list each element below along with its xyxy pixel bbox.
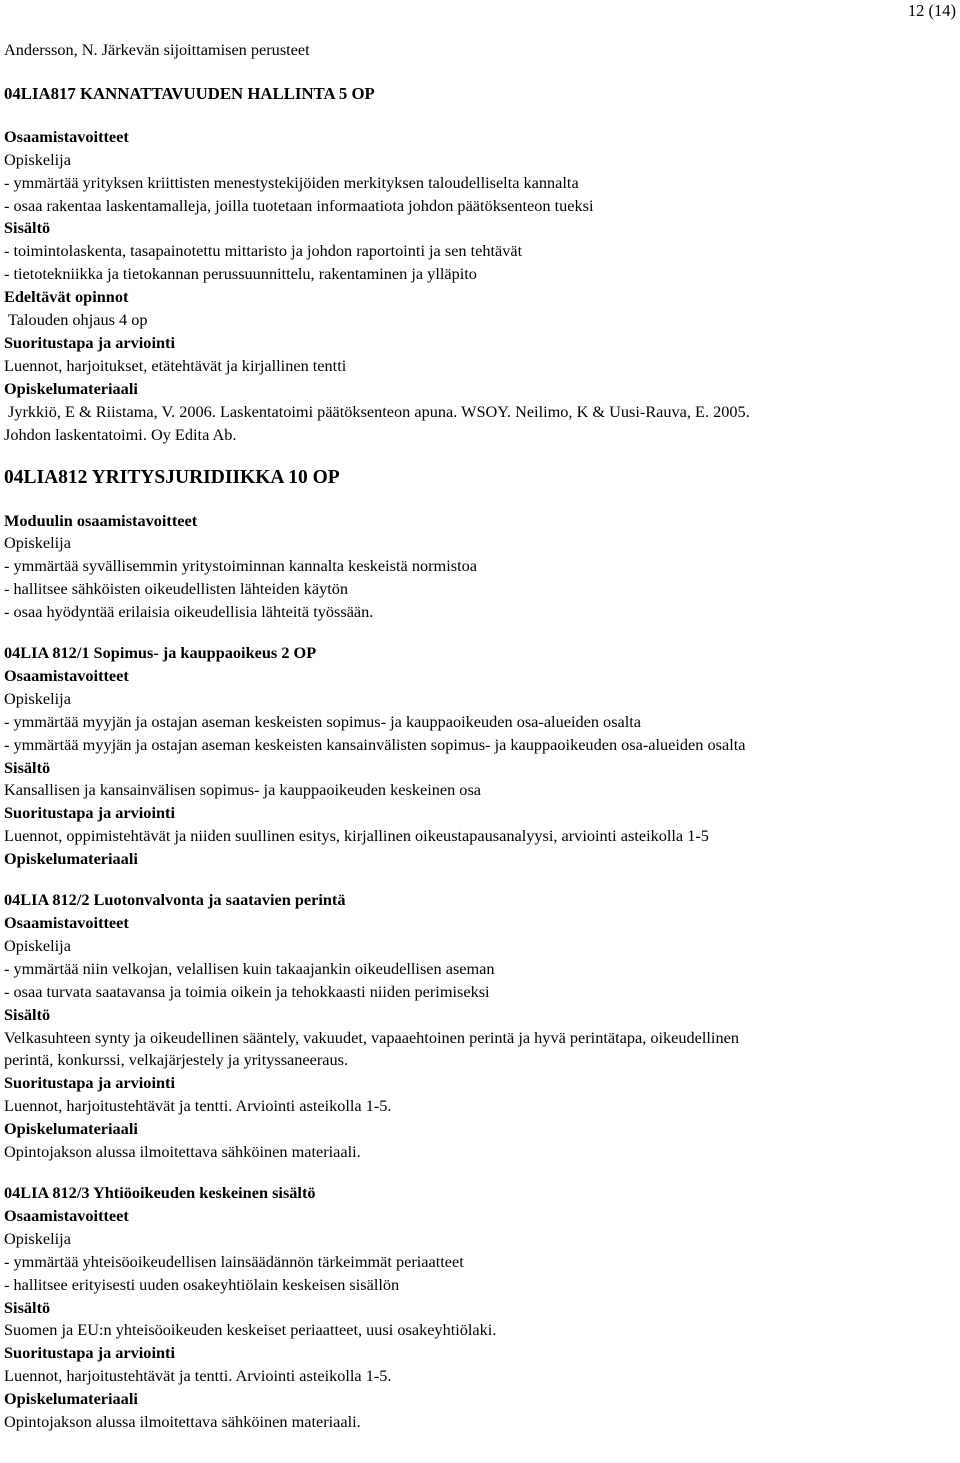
assessment-text: Luennot, harjoitustehtävät ja tentti. Arviointi asteikolla 1-5. (4, 1366, 392, 1386)
goal-item: - ymmärtää syvällisemmin yritystoiminnan kannalta keskeistä normistoa (4, 556, 477, 576)
goal-item: - ymmärtää yrityksen kriittisten menestystekijöiden merkityksen taloudelliselta kannalta (4, 172, 579, 192)
section-04lia812 (4, 466, 954, 625)
goal-item: - osaa rakentaa laskentamalleja, joilla tuotetaan informaatiota johdon päätöksenteon tueksi (4, 195, 594, 215)
section-04lia-812-3 (4, 1182, 954, 1434)
goal-item: - ymmärtää yhteisöoikeudellisen lainsäädännön tärkeimmät periaatteet (4, 1251, 464, 1271)
document-body (4, 39, 954, 1434)
label-opiskelija: Opiskelija (4, 688, 71, 708)
material-text: Opintojakson alussa ilmoitettava sähköinen materiaali. (4, 1142, 361, 1162)
course-title-812-3: 04LIA 812/3 Yhtiöoikeuden keskeinen sisältö (4, 1182, 316, 1202)
heading-osaamistavoitteet: Osaamistavoitteet (4, 1205, 129, 1225)
section-04lia817 (4, 126, 954, 447)
content-item: - tietotekniikka ja tietokannan perussuunnittelu, rakentaminen ja ylläpito (4, 264, 477, 284)
heading-suoritustapa: Suoritustapa ja arviointi (4, 1343, 175, 1363)
heading-sisalto: Sisältö (4, 757, 51, 777)
goal-item: - hallitsee sähköisten oikeudellisten lähteiden käytön (4, 579, 349, 599)
goal-item: - ymmärtää myyjän ja ostajan aseman keskeisten kansainvälisten sopimus- ja kauppaoikeuden osa-alueiden osalta (4, 734, 746, 754)
author-line: Andersson, N. Järkevän sijoittamisen perusteet (4, 40, 310, 59)
goal-item: - hallitsee erityisesti uuden osakeyhtiölain keskeisen sisällön (4, 1274, 400, 1294)
assessment-text: Luennot, harjoitustehtävät ja tentti. Arviointi asteikolla 1-5. (4, 1096, 392, 1116)
heading-opiskelumateriaali: Opiskelumateriaali (4, 1389, 138, 1409)
section-04lia-812-1 (4, 642, 954, 871)
heading-edeltavat-opinnot: Edeltävät opinnot (4, 287, 129, 307)
section-04lia-812-2 (4, 889, 954, 1164)
course-title-812-2: 04LIA 812/2 Luotonvalvonta ja saatavien perintä (4, 890, 346, 910)
heading-osaamistavoitteet: Osaamistavoitteet (4, 665, 129, 685)
heading-osaamistavoitteet: Osaamistavoitteet (4, 126, 129, 146)
goal-item: - osaa hyödyntää erilaisia oikeudellisia lähteitä työssään. (4, 602, 374, 622)
label-opiskelija: Opiskelija (4, 1228, 71, 1248)
course-title-04lia817: 04LIA817 KANNATTAVUUDEN HALLINTA 5 OP (4, 83, 375, 103)
page-number: 12 (14) (907, 1, 956, 20)
goal-item: - ymmärtää niin velkojan, velallisen kuin takaajankin oikeudellisen aseman (4, 958, 495, 978)
heading-suoritustapa: Suoritustapa ja arviointi (4, 803, 175, 823)
heading-sisalto: Sisältö (4, 1297, 51, 1317)
heading-sisalto: Sisältö (4, 218, 51, 238)
assessment-text: Luennot, harjoitukset, etätehtävät ja kirjallinen tentti (4, 355, 347, 375)
material-text: Opintojakson alussa ilmoitettava sähköinen materiaali. (4, 1412, 361, 1432)
material-text: Johdon laskentatoimi. Oy Edita Ab. (4, 424, 237, 444)
content-text: Suomen ja EU:n yhteisöoikeuden keskeiset periaatteet, uusi osakeyhtiölaki. (4, 1320, 497, 1340)
course-title-812-1: 04LIA 812/1 Sopimus- ja kauppaoikeus 2 OP (4, 643, 317, 663)
content-item: - toimintolaskenta, tasapainotettu mittaristo ja johdon raportointi ja sen tehtävät (4, 241, 523, 261)
label-opiskelija: Opiskelija (4, 149, 71, 169)
label-opiskelija: Opiskelija (4, 533, 71, 553)
content-text: perintä, konkurssi, velkajärjestely ja yrityssaneeraus. (4, 1050, 349, 1070)
heading-moduulin-osaamistavoitteet: Moduulin osaamistavoitteet (4, 510, 198, 530)
prerequisite-text: Talouden ohjaus 4 op (8, 310, 148, 330)
assessment-text: Luennot, oppimistehtävät ja niiden suullinen esitys, kirjallinen oikeustapausanalyysi, arviointi asteikolla 1-5 (4, 826, 709, 846)
goal-item: - osaa turvata saatavansa ja toimia oikein ja tehokkaasti niiden perimiseksi (4, 981, 490, 1001)
content-text: Velkasuhteen synty ja oikeudellinen sääntely, vakuudet, vapaaehtoinen perintä ja hyvä perintätapa, oikeudellinen (4, 1027, 739, 1047)
heading-opiskelumateriaali: Opiskelumateriaali (4, 849, 138, 869)
heading-osaamistavoitteet: Osaamistavoitteet (4, 913, 129, 932)
content-text: Kansallisen ja kansainvälisen sopimus- ja kauppaoikeuden keskeinen osa (4, 780, 482, 800)
material-text: Jyrkkiö, E & Riistama, V. 2006. Laskentatoimi päätöksenteon apuna. WSOY. Neilimo, K & Uusi-Rauva, E. 2005. (8, 401, 750, 421)
heading-suoritustapa: Suoritustapa ja arviointi (4, 332, 175, 352)
heading-opiskelumateriaali: Opiskelumateriaali (4, 1119, 138, 1139)
heading-sisalto: Sisältö (4, 1004, 51, 1024)
label-opiskelija: Opiskelija (4, 935, 71, 955)
heading-opiskelumateriaali: Opiskelumateriaali (4, 378, 138, 398)
module-title-04lia812: 04LIA812 YRITYSJURIDIIKKA 10 OP (4, 466, 340, 488)
goal-item: - ymmärtää myyjän ja ostajan aseman keskeisten sopimus- ja kauppaoikeuden osa-alueiden osalta (4, 711, 642, 731)
heading-suoritustapa: Suoritustapa ja arviointi (4, 1073, 175, 1093)
